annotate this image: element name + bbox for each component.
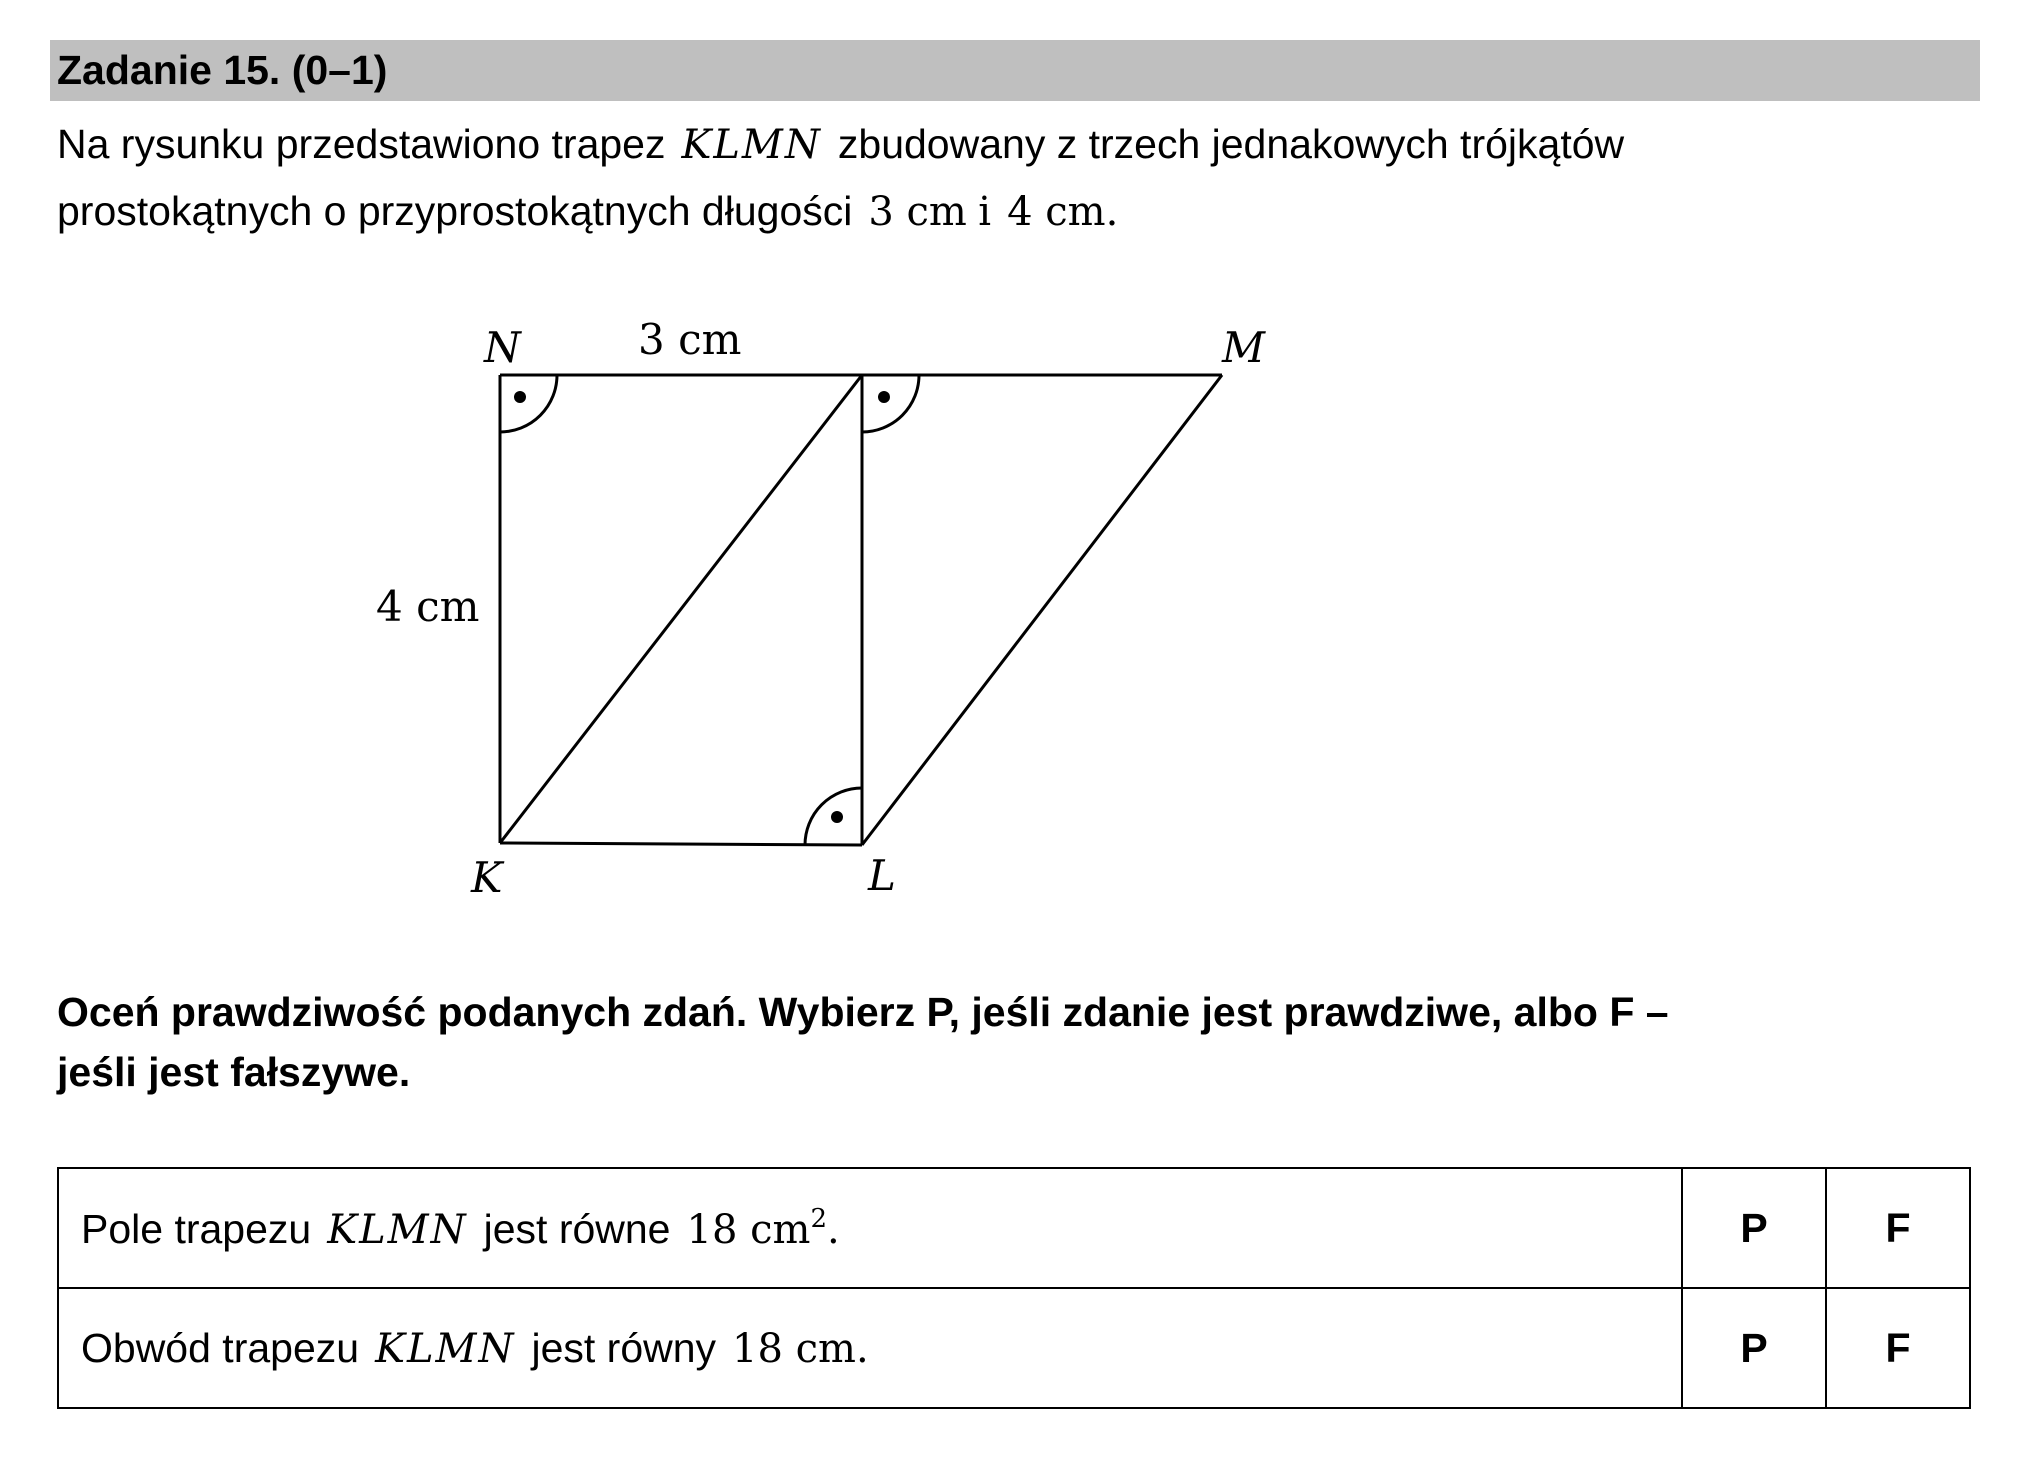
option-true[interactable]: P — [1682, 1288, 1826, 1408]
side-lm — [862, 375, 1222, 845]
vertex-label-n: N — [484, 323, 521, 372]
instruction-line-2: jeśli jest fałszywe. — [57, 1049, 411, 1095]
task-title: Zadanie 15. (0–1) — [57, 47, 388, 93]
vertex-label-l: L — [868, 851, 896, 900]
period: . — [1105, 189, 1119, 235]
statement-text: jest równy — [531, 1324, 717, 1371]
label-left-side: 4 cm — [376, 582, 480, 631]
statement-row — [58, 1168, 1970, 1288]
vertex-label-k: K — [471, 853, 503, 902]
conjunction: i — [978, 189, 992, 235]
answer-table — [57, 1167, 1971, 1409]
statement-text: Pole trapezu — [81, 1205, 312, 1252]
statement-value: 18 cm — [732, 1325, 856, 1372]
statement-value: 18 cm — [686, 1206, 811, 1253]
option-false[interactable]: F — [1826, 1168, 1970, 1288]
right-angle-dot-l — [831, 811, 843, 823]
option-true[interactable]: P — [1682, 1168, 1826, 1288]
right-angle-dot-n — [514, 391, 526, 403]
option-false[interactable]: F — [1826, 1288, 1970, 1408]
right-angle-dot-top — [878, 391, 890, 403]
statement-row — [58, 1288, 1970, 1408]
vertex-label-m: M — [1222, 323, 1266, 372]
statement-cell — [58, 1288, 1682, 1408]
trapezoid-name: KLMN — [327, 1206, 468, 1253]
leg-length-2: 4 cm — [1007, 189, 1106, 235]
intro-text: zbudowany z trzech jednakowych trójkątów — [837, 121, 1625, 167]
instruction-line-1: Oceń prawdziwość podanych zdań. Wybierz P, jeśli zdanie jest prawdziwe, albo F – — [57, 989, 1669, 1035]
diagonal-k — [500, 375, 862, 843]
period: . — [827, 1206, 840, 1253]
label-top-side: 3 cm — [638, 315, 742, 364]
period: . — [855, 1325, 869, 1372]
right-angle-arc-top — [862, 375, 919, 432]
trapezoid-name: KLMN — [375, 1325, 516, 1372]
trapezoid-name: KLMN — [681, 122, 822, 168]
side-kl — [500, 843, 862, 845]
intro-text: Na rysunku przedstawiono trapez — [57, 121, 666, 167]
statement-text: Obwód trapezu — [81, 1324, 360, 1371]
leg-length-1: 3 cm — [868, 189, 967, 235]
intro-text: prostokątnych o przyprostokątnych długości — [57, 188, 853, 234]
right-angle-arc-n — [500, 375, 557, 432]
statement-text: jest równe — [483, 1205, 671, 1252]
statement-exponent: 2 — [810, 1203, 827, 1234]
statement-cell — [58, 1168, 1682, 1288]
